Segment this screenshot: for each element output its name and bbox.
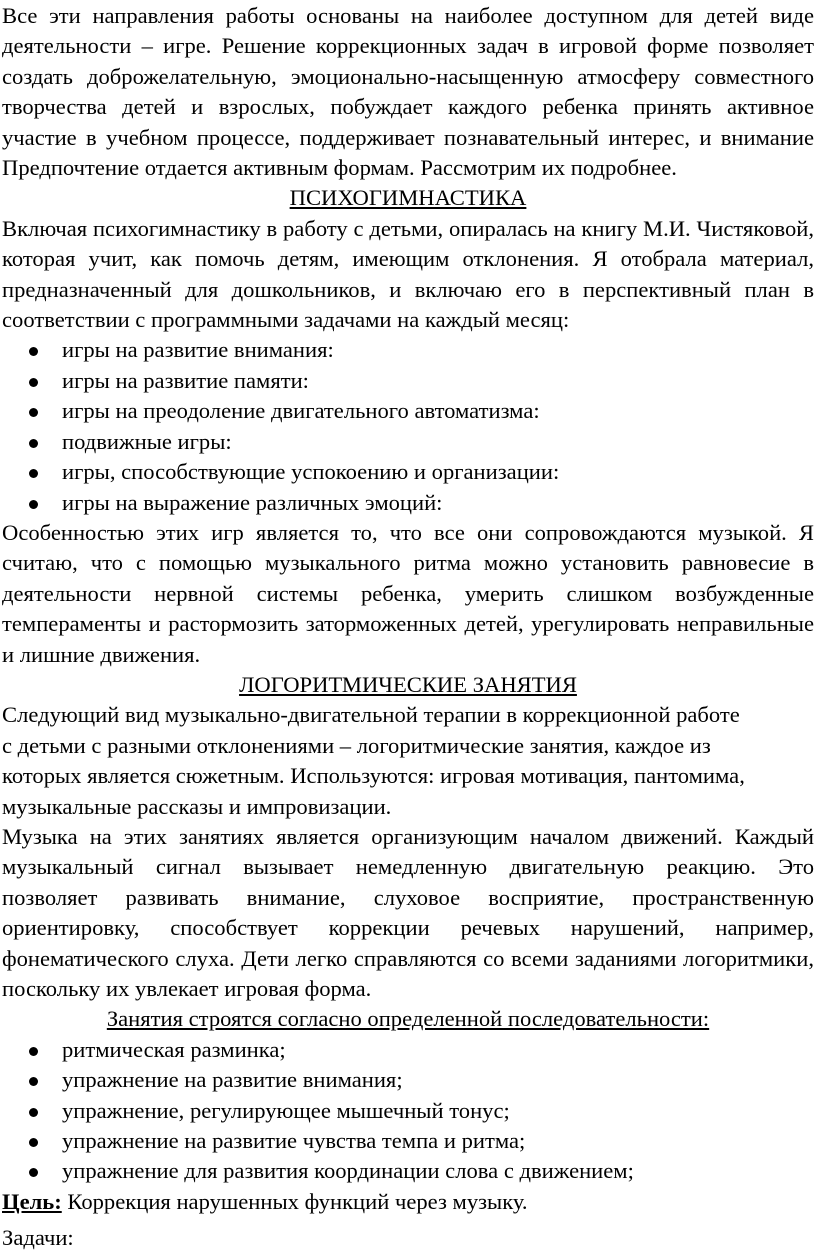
list-item-text: игры на развитие внимания: — [62, 337, 334, 363]
document-page — [2, 1, 814, 1254]
lesson-sequence-list — [2, 1035, 814, 1187]
text-line: Следующий вид музыкально-двигательной терапии в коррекционной работе — [2, 702, 740, 728]
list-item-text: упражнение на развитие внимания; — [62, 1067, 403, 1093]
list-item-text: игры на развитие памяти: — [62, 367, 309, 393]
bullet-icon — [29, 378, 38, 387]
tasks-label: Задачи: — [2, 1225, 74, 1251]
list-item-text: подвижные игры: — [62, 428, 232, 454]
list-item — [2, 1096, 814, 1126]
bullet-icon — [29, 347, 38, 356]
bullet-icon — [29, 1168, 38, 1177]
goal-label: Цель: — [2, 1188, 62, 1214]
list-item — [2, 457, 814, 487]
bullet-icon — [29, 439, 38, 448]
list-item — [2, 335, 814, 365]
bullet-icon — [29, 500, 38, 509]
list-item-text: упражнение для развития координации слова с движением; — [62, 1158, 634, 1184]
goal-text: Коррекция нарушенных функций через музыку. — [61, 1188, 528, 1214]
list-item — [2, 1156, 814, 1186]
text-line: которых является сюжетным. Используются: игровая мотивация, пантомима, — [2, 763, 745, 789]
section-heading-psychogymnastics: ПСИХОГИМНАСТИКА — [289, 185, 527, 211]
list-item — [2, 1065, 814, 1095]
psychogymnastics-game-list — [2, 335, 814, 517]
list-item-text: ритмическая разминка; — [62, 1036, 286, 1062]
list-item — [2, 488, 814, 518]
bullet-icon — [29, 408, 38, 417]
list-item-text: упражнение, регулирующее мышечный тонус; — [62, 1097, 510, 1123]
logorhythmics-intro-paragraph — [2, 700, 814, 822]
music-games-paragraph: Особенностью этих игр является то, что все они сопровождаются музыкой. Я считаю, что с помощью музыкального ритма можно установить равновесие в деятельности нервной системы ребенка, умерить слишком возбужденные темпераменты и растормозить заторможенных детей, урегулировать неправильные и лишние движения. — [2, 519, 814, 667]
list-item — [2, 396, 814, 426]
text-line: с детьми с разными отклонениями – логоритмические занятия, каждое из — [2, 732, 711, 758]
section-heading-logorhythmics: ЛОГОРИТМИЧЕСКИЕ ЗАНЯТИЯ — [239, 671, 577, 697]
bullet-icon — [29, 1108, 38, 1117]
bullet-icon — [29, 1077, 38, 1086]
bullet-icon — [29, 1138, 38, 1147]
music-lessons-paragraph: Музыка на этих занятиях является организующим началом движений. Каждый музыкальный сигнал вызывает немедленную двигательную реакцию. Это позволяет развивать внимание, слуховое восприятие, пространственную ориентировку, способствует коррекции речевых нарушений, например, фонематического слуха. Дети легко справляются со всеми заданиями логоритмики, поскольку их увлекает игровая форма. — [2, 823, 814, 1001]
intro-paragraph: Все эти направления работы основаны на наиболее доступном для детей виде деятельности – игре. Решение коррекционных задач в игровой форме позволяет создать доброжелательную, эмоционально-насыщенную атмосферу совместного творчества детей и взрослых, побуждает каждого ребенка принять активное участие в учебном процессе, поддерживает познавательный интерес, и внимание Предпочтение отдается активным формам. Рассмотрим их подробнее. — [2, 3, 814, 181]
list-item-text: игры, способствующие успокоению и организации: — [62, 459, 560, 485]
list-item — [2, 427, 814, 457]
list-item-text: игры на преодоление двигательного автоматизма: — [62, 398, 540, 424]
bullet-icon — [29, 1047, 38, 1056]
list-item — [2, 1126, 814, 1156]
text-line: музыкальные рассказы и импровизации. — [2, 793, 392, 819]
bullet-icon — [29, 469, 38, 478]
list-item-text: игры на выражение различных эмоций: — [62, 489, 443, 515]
list-item — [2, 1035, 814, 1065]
list-item — [2, 366, 814, 396]
psychogymnastics-paragraph: Включая психогимнастику в работу с детьми, опиралась на книгу М.И. Чистяковой, которая учит, как помочь детям, имеющим отклонения. Я отобрала материал, предназначенный для дошкольников, и включаю его в перспективный план в соответствии с программными задачами на каждый месяц: — [2, 215, 814, 333]
list-item-text: упражнение на развитие чувства темпа и ритма; — [62, 1128, 526, 1154]
sequence-heading: Занятия строятся согласно определенной последовательности: — [106, 1006, 710, 1032]
goal-line — [2, 1187, 814, 1217]
